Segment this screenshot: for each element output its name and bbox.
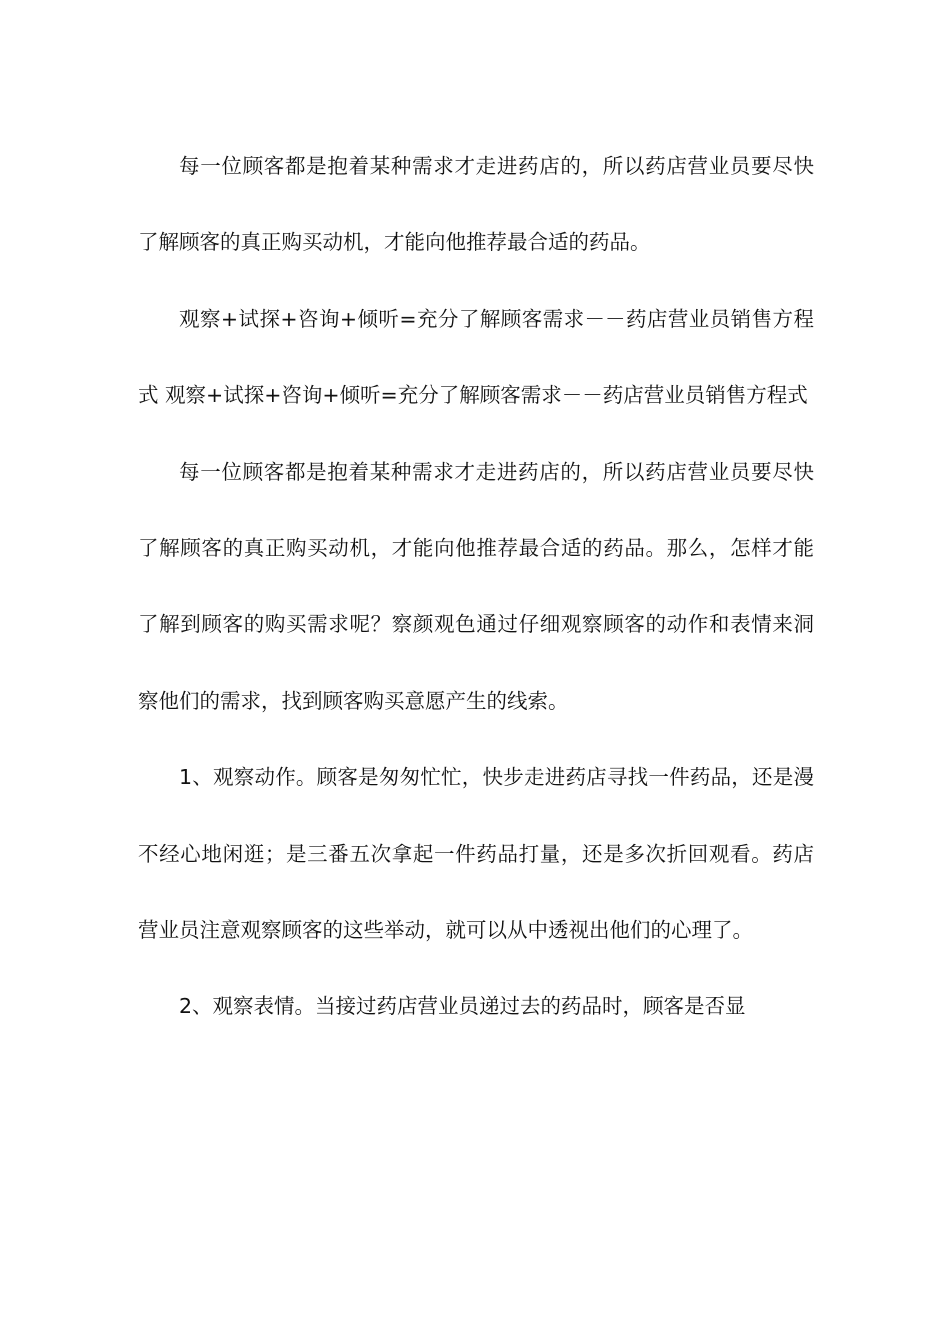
paragraph-4: 1、观察动作。顾客是匆匆忙忙，快步走进药店寻找一件药品，还是漫不经心地闲逛；是三番五次拿起一件药品打量，还是多次折回观看。药店营业员注意观察顾客的这些举动，就可以从中透视出他们的心理了。 — [138, 765, 814, 943]
paragraph-5: 2、观察表情。当接过药店营业员递过去的药品时，顾客是否显 — [179, 994, 746, 1019]
paragraph-2: 观察+试探+咨询+倾听=充分了解顾客需求－－药店营业员销售方程式 观察+试探+咨询+倾听=充分了解顾客需求－－药店营业员销售方程式 — [138, 306, 814, 408]
paragraph-1: 每一位顾客都是抱着某种需求才走进药店的，所以药店营业员要尽快了解顾客的真正购买动机，才能向他推荐最合适的药品。 — [138, 154, 814, 255]
paragraph-3: 每一位顾客都是抱着某种需求才走进药店的，所以药店营业员要尽快了解顾客的真正购买动机，才能向他推荐最合适的药品。那么，怎样才能了解到顾客的购买需求呢？察颜观色通过仔细观察顾客的动作和表情来洞察他们的需求，找到顾客购买意愿产生的线索。 — [138, 459, 814, 713]
document-body — [138, 128, 814, 1045]
